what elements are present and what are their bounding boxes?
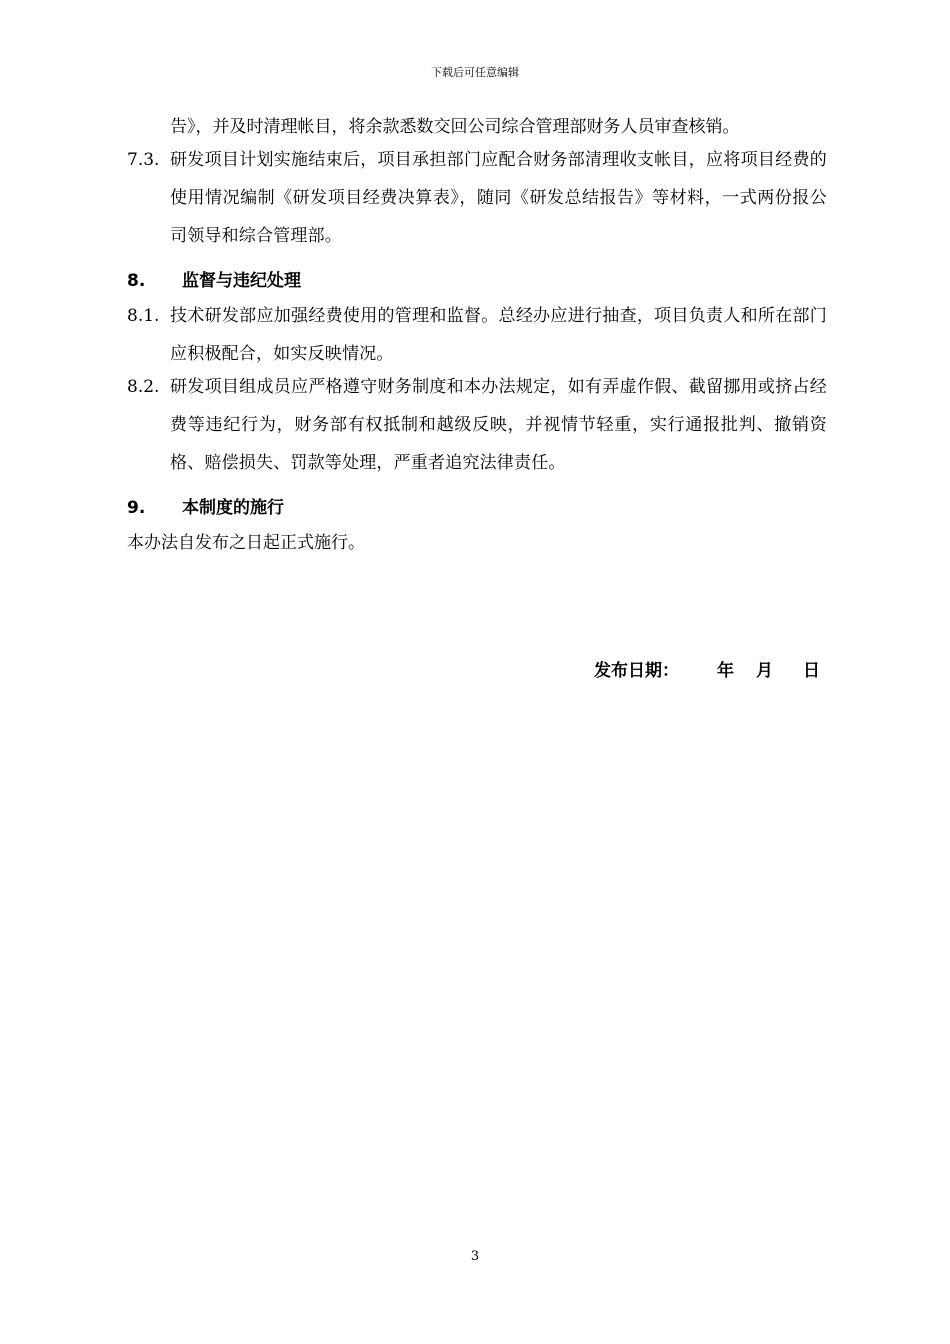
clause-8-1 <box>127 297 827 373</box>
section-9-body: 本办法自发布之日起正式施行。 <box>127 533 365 553</box>
clause-text: 研发项目计划实施结束后，项目承担部门应配合财务部清理收支帐目，应将项目经费的使用情况编制《研发项目经费决算表》，随同《研发总结报告》等材料，一式两份报公司领导和综合管理部。 <box>170 150 827 246</box>
release-date-label: 发布日期： <box>594 661 679 681</box>
release-date-line <box>594 659 820 683</box>
clause-8-2 <box>127 368 827 482</box>
clause-7-3 <box>127 141 827 255</box>
clause-text: 研发项目组成员应严格遵守财务制度和本办法规定，如有弄虚作假、截留挪用或挤占经费等违纪行为，财务部有权抵制和越级反映，并视情节轻重，实行通报批判、撤销资格、赔偿损失、罚款等处理，严重者追究法律责任。 <box>170 377 827 473</box>
section-number: 8. <box>127 271 146 291</box>
section-title: 本制度的施行 <box>182 498 284 518</box>
continuation-paragraph: 告》，并及时清理帐目，将余款悉数交回公司综合管理部财务人员审查核销。 <box>170 117 740 137</box>
page-header: 下载后可任意编辑 <box>431 66 519 79</box>
clause-number: 7.3. <box>127 150 160 170</box>
year-label: 年 <box>717 661 734 681</box>
clause-number: 8.1. <box>127 306 160 326</box>
clause-number: 8.2. <box>127 377 160 397</box>
clause-text: 技术研发部应加强经费使用的管理和监督。总经办应进行抽查，项目负责人和所在部门应积极配合，如实反映情况。 <box>170 306 827 364</box>
section-title: 监督与违纪处理 <box>182 271 301 291</box>
page-number: 3 <box>470 1249 480 1264</box>
section-heading-8 <box>127 269 301 293</box>
month-label: 月 <box>756 661 773 681</box>
section-number: 9. <box>127 498 146 518</box>
day-label: 日 <box>803 661 820 681</box>
section-heading-9 <box>127 496 284 520</box>
